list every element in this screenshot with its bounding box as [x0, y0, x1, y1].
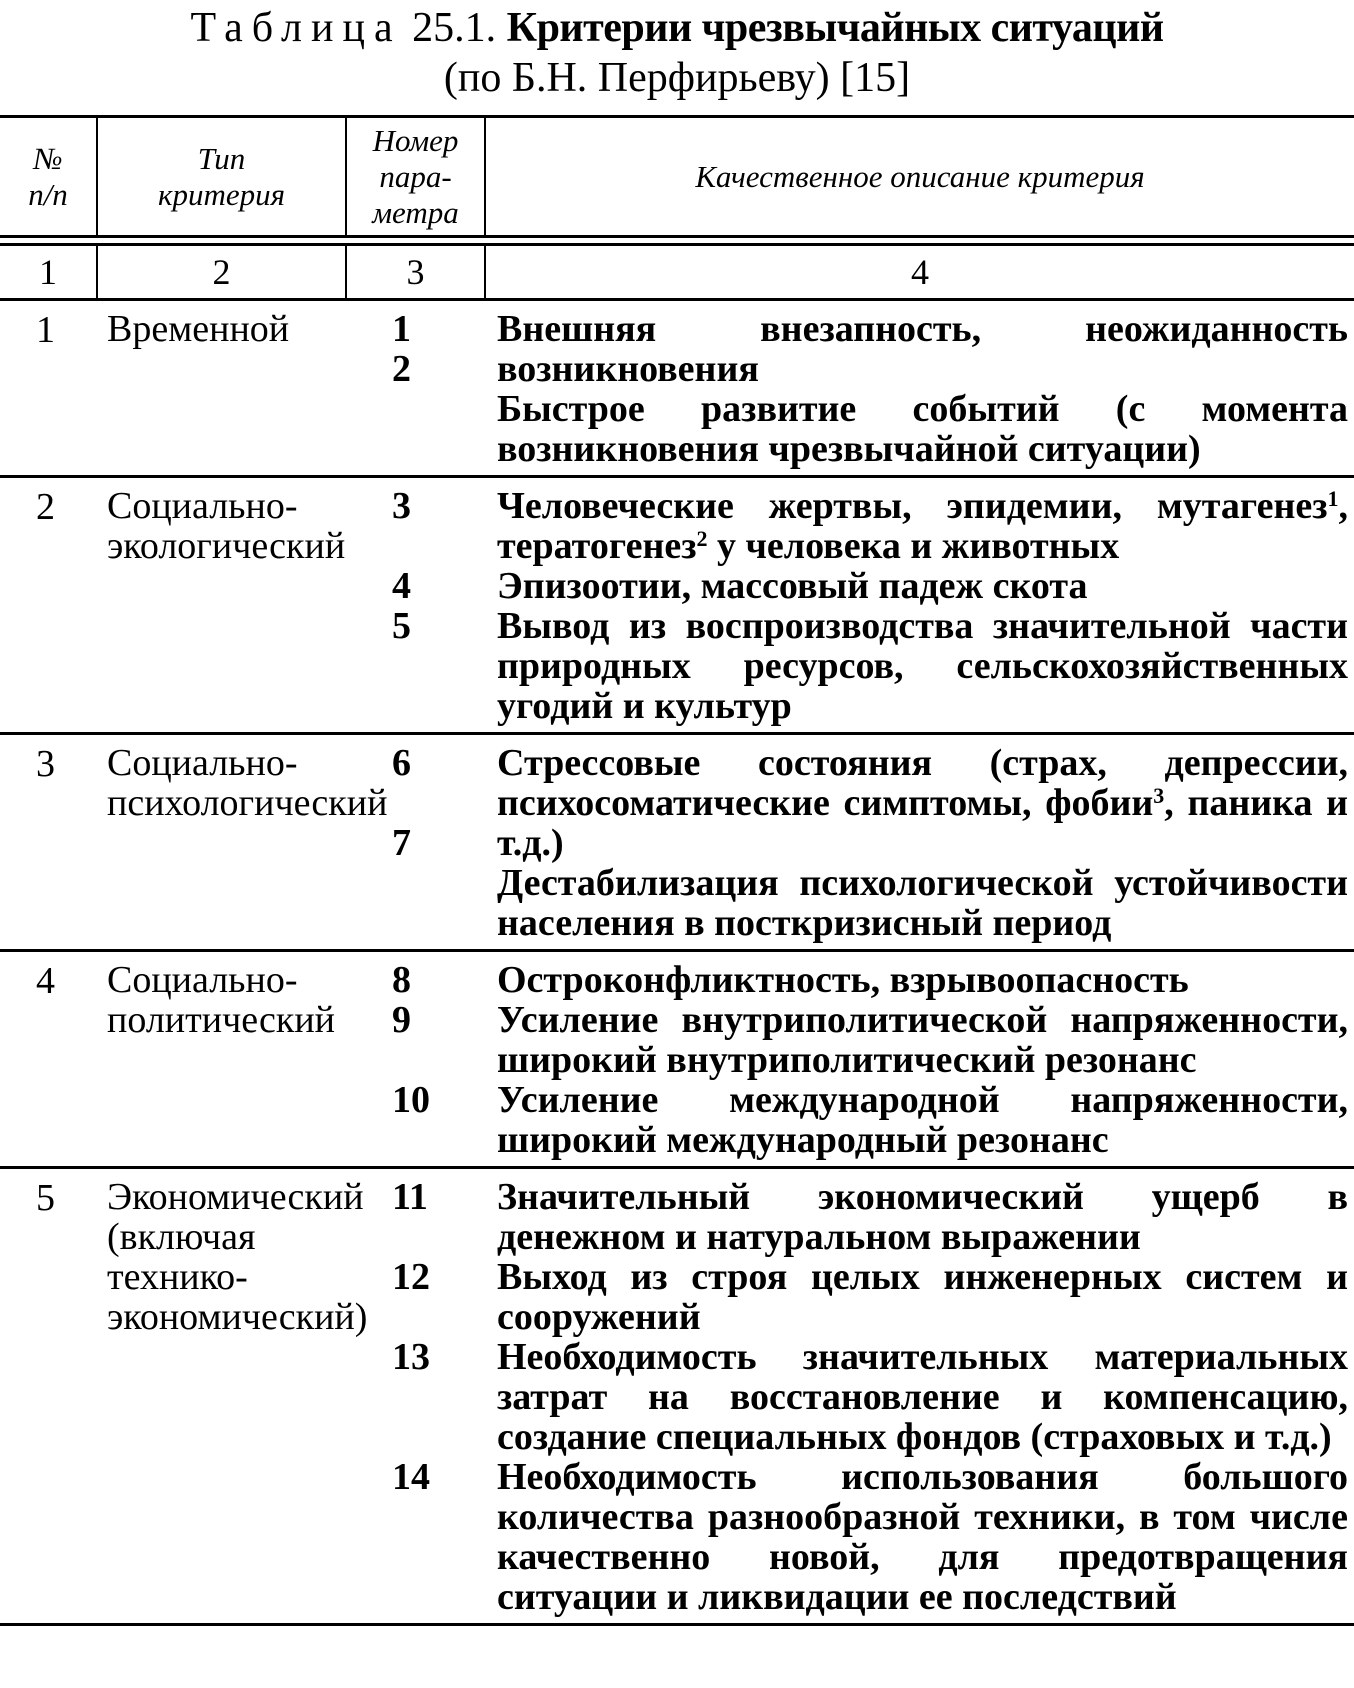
table-row	[0, 477, 1354, 734]
parameter-number: 14	[392, 1456, 430, 1498]
parameter-number: 1	[392, 308, 411, 350]
parameter-number: 12	[392, 1256, 430, 1298]
parameter-numbers	[346, 951, 485, 1168]
criteria-group	[0, 477, 1354, 734]
criterion-description: Необходимость использования большого количества разнообразной техники, в том числе качественно новой, для предотвращения ситуации и ликвидации ее последствий	[497, 1456, 1348, 1618]
parameter-number: 2	[392, 348, 411, 390]
criterion-type-text: Экономический (включая технико-экономический)	[107, 1176, 368, 1338]
header-line: №	[33, 140, 63, 176]
header-param	[346, 117, 485, 237]
column-number-row	[0, 245, 1354, 300]
parameter-number: 4	[392, 565, 411, 607]
header-line: Номер	[372, 122, 459, 158]
parameter-number: 11	[392, 1176, 428, 1218]
criterion-type-text: Временной	[107, 308, 290, 350]
caption-title: Критерии чрезвычайных ситуаций	[506, 5, 1164, 51]
criteria-table	[0, 115, 1354, 1626]
parameter-number	[392, 1377, 485, 1417]
criteria-group	[0, 951, 1354, 1168]
criterion-descriptions	[485, 1168, 1354, 1625]
criterion-type-text: Социально-экологический	[107, 485, 346, 567]
criterion-descriptions	[485, 951, 1354, 1168]
header-type	[97, 117, 346, 237]
parameter-number: 7	[392, 822, 411, 864]
parameter-number	[392, 389, 485, 429]
criterion-description: Внешняя внезапность, неожиданность возникновения	[497, 308, 1348, 390]
criterion-type	[97, 300, 346, 477]
row-number: 1	[36, 309, 55, 351]
criterion-type	[97, 951, 346, 1168]
parameter-numbers	[346, 477, 485, 734]
criterion-description: Быстрое развитие событий (с момента возникновения чрезвычайной ситуации)	[497, 388, 1348, 470]
row-number: 2	[36, 486, 55, 528]
parameter-number	[392, 783, 485, 823]
criterion-descriptions	[485, 477, 1354, 734]
criterion-description: Эпизоотии, массовый падеж скота	[497, 565, 1088, 607]
parameter-numbers	[346, 300, 485, 477]
criterion-type-text: Социально-психологический	[107, 742, 388, 824]
criteria-group	[0, 1168, 1354, 1625]
criterion-description: Дестабилизация психологической устойчивости населения в посткризисный период	[497, 862, 1348, 944]
criterion-type-text: Социально-политический	[107, 959, 335, 1041]
caption-label: Таблица	[190, 5, 402, 51]
column-numbers	[0, 237, 1354, 300]
parameter-number: 3	[392, 485, 411, 527]
criteria-group	[0, 300, 1354, 477]
parameter-number	[392, 1417, 485, 1457]
criterion-description: Значительный экономический ущерб в денежном и натуральном выражении	[497, 1176, 1348, 1258]
parameter-number	[392, 863, 485, 903]
parameter-number: 8	[392, 959, 411, 1001]
column-number: 4	[485, 245, 1354, 300]
caption-subtitle: (по Б.Н. Перфирьеву) [15]	[443, 55, 911, 101]
column-number: 1	[0, 245, 97, 300]
parameter-number: 6	[392, 742, 411, 784]
criterion-description: Усиление внутриполитической напряженности, широкий внутриполитический резонанс	[497, 999, 1348, 1081]
parameter-number: 10	[392, 1079, 430, 1121]
row-number: 3	[36, 743, 55, 785]
column-number: 3	[346, 245, 485, 300]
criterion-description: Усиление международной напряженности, широкий международный резонанс	[497, 1079, 1348, 1161]
header-description	[485, 117, 1354, 237]
criterion-type	[97, 734, 388, 951]
criterion-descriptions	[485, 300, 1354, 477]
criterion-description: Человеческие жертвы, эпидемии, мутагенез$^1$, тератогенез$^2$ у человека и животных	[497, 485, 1348, 567]
parameter-number	[392, 429, 485, 469]
parameter-number: 9	[392, 999, 411, 1041]
criterion-type	[97, 477, 346, 734]
header-line: критерия	[157, 176, 286, 212]
parameter-number	[392, 526, 485, 566]
criterion-description: Остроконфликтность, взрывоопасность	[497, 959, 1189, 1001]
table-row	[0, 1168, 1354, 1625]
table-header	[0, 117, 1354, 237]
header-line: п/п	[28, 176, 68, 212]
parameter-number: 5	[392, 605, 411, 647]
table-row	[0, 734, 1354, 951]
criterion-descriptions	[485, 734, 1354, 951]
parameter-number: 13	[392, 1336, 430, 1378]
criterion-type	[97, 1168, 368, 1625]
table-caption	[0, 0, 1354, 102]
parameter-numbers	[346, 1168, 485, 1625]
header-line: Тип	[197, 140, 246, 176]
caption-number: 25.1.	[412, 5, 497, 51]
column-number: 2	[97, 245, 346, 300]
criterion-description: Вывод из воспроизводства значительной части природных ресурсов, сельскохозяйственных угодий и культур	[497, 605, 1348, 727]
criterion-description: Стрессовые состояния (страх, депрессии, психосоматические симптомы, фобии$^3$, паника и т.д.)	[497, 742, 1348, 864]
criterion-description: Выход из строя целых инженерных систем и сооружений	[497, 1256, 1348, 1338]
header-line: Качественное описание критерия	[695, 158, 1145, 194]
row-number: 4	[36, 960, 55, 1002]
row-number: 5	[36, 1177, 55, 1219]
parameter-number	[392, 1297, 485, 1337]
header-row	[0, 117, 1354, 237]
criterion-description: Необходимость значительных материальных затрат на восстановление и компенсацию, создание специальных фондов (страховых и т.д.)	[497, 1336, 1348, 1458]
parameter-number	[392, 1040, 485, 1080]
parameter-numbers	[346, 734, 485, 951]
criteria-group	[0, 734, 1354, 951]
parameter-number	[392, 1217, 485, 1257]
header-line: пара-	[379, 158, 452, 194]
table-row	[0, 951, 1354, 1168]
table-row	[0, 300, 1354, 477]
header-number	[0, 117, 97, 237]
header-line: метра	[372, 194, 459, 230]
